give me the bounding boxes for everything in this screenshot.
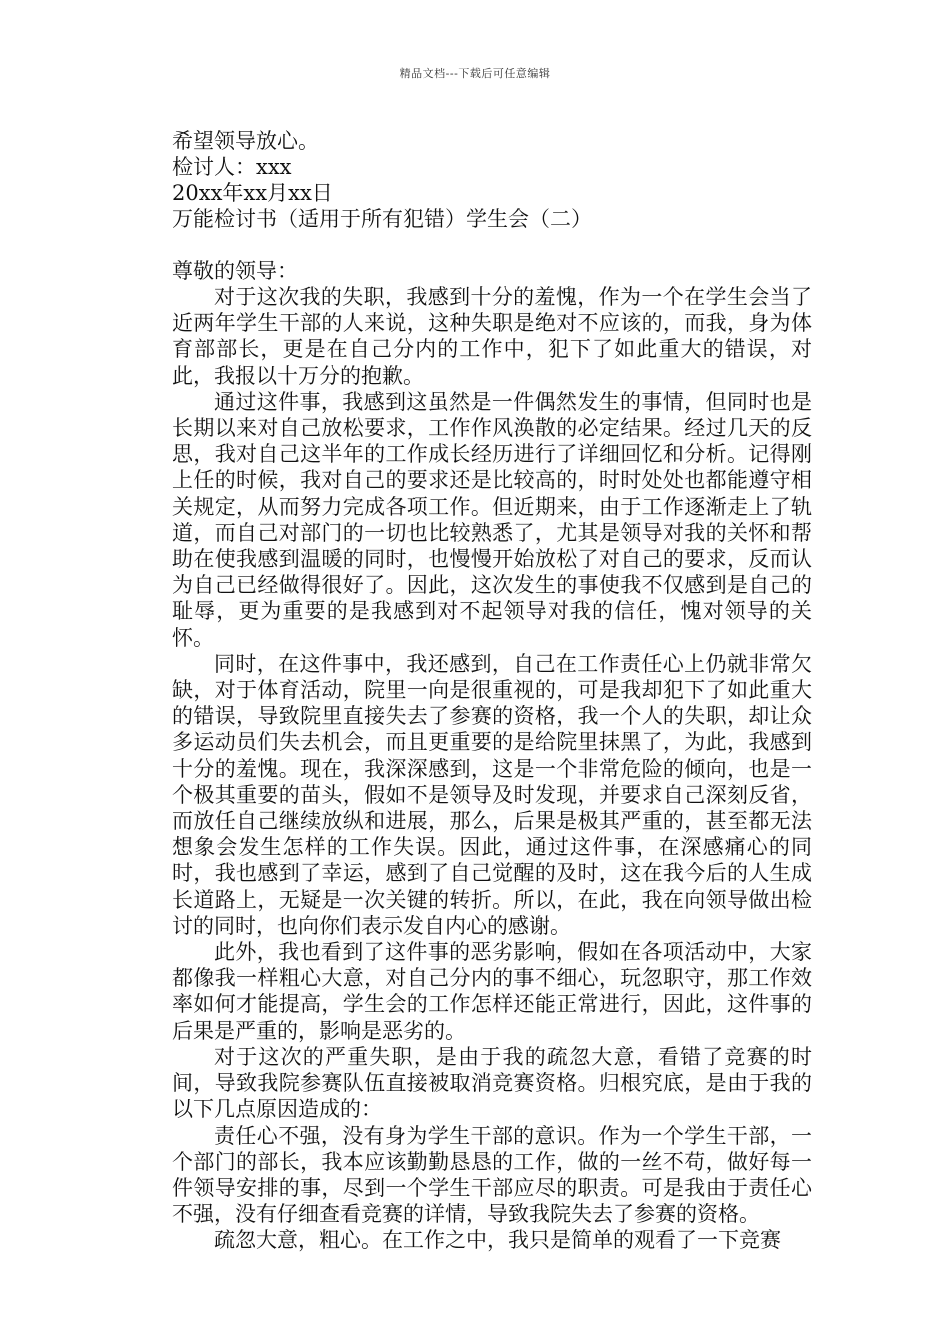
salutation: 尊敬的领导： xyxy=(172,259,298,283)
paragraph-3: 同时，在这件事中，我还感到，自己在工作责任心上仍就非常欠缺，对于体育活动，院里一向是很重视的，可是我却犯下了如此重大的错误，导致院里直接失去了参赛的资格，我一个人的失职，却让众多运动员们失去机会，而且更重要的是给院里抹黑了，为此，我感到十分的羞愧。现在，我深深感到，这是一个非常危险的倾向，也是一个极其重要的苗头，假如不是领导及时发现，并要求自己深刻反省，而放任自己继续放纵和进展，那么，后果是极其严重的，甚至都无法想象会发生怎样的工作失误。因此，通过这件事，在深感痛心的同时，我也感到了幸运，感到了自己觉醒的及时，这在我今后的人生成长道路上，无疑是一次关键的转折。所以，在此，我在向领导做出检讨的同时，也向你们表示发自内心的感谢。 xyxy=(172,651,812,938)
paragraph-2: 通过这件事，我感到这虽然是一件偶然发生的事情，但同时也是长期以来对自己放松要求，工作作风涣散的必定结果。经过几天的反思，我对自己这半年的工作成长经历进行了详细回忆和分析。记得刚上任的时候，我对自己的要求还是比较高的，时时处处也都能遵守相关规定，从而努力完成各项工作。但近期来，由于工作逐渐走上了轨道，而自己对部门的一切也比较熟悉了，尤其是领导对我的关怀和帮助在使我感到温暖的同时，也慢慢开始放松了对自己的要求，反而认为自己已经做得很好了。因此，这次发生的事使我不仅感到是自己的耻辱，更为重要的是我感到对不起领导对我的信任，愧对领导的关怀。 xyxy=(172,389,812,650)
paragraph-6: 责任心不强，没有身为学生干部的意识。作为一个学生干部，一个部门的部长，我本应该勤勤恳恳的工作，做的一丝不苟，做好每一件领导安排的事，尽到一个学生干部应尽的职责。可是我由于责任心不强，没有仔细查看竞赛的详情，导致我院失去了参赛的资格。 xyxy=(172,1123,812,1227)
paragraph-1: 对于这次我的失职，我感到十分的羞愧，作为一个在学生会当了近两年学生干部的人来说，这种失职是绝对不应该的，而我，身为体育部部长，更是在自己分内的工作中，犯下了如此重大的错误，对此，我报以十万分的抱歉。 xyxy=(172,285,812,388)
paragraph-5: 对于这次的严重失职，是由于我的疏忽大意，看错了竞赛的时间，导致我院参赛队伍直接被取消竞赛资格。归根究底，是由于我的以下几点原因造成的： xyxy=(172,1044,812,1122)
date-line: 20xx年xx月xx日 xyxy=(172,181,333,205)
blank-line xyxy=(172,232,812,258)
paragraph-7: 疏忽大意，粗心。在工作之中，我只是简单的观看了一下竞赛 xyxy=(214,1228,781,1253)
document-body xyxy=(172,128,812,1254)
closing-line: 希望领导放心。 xyxy=(172,129,319,153)
page-header-note: 精品文档---下载后可任意编辑 xyxy=(399,67,551,80)
paragraph-4: 此外，我也看到了这件事的恶劣影响，假如在各项活动中，大家都像我一样粗心大意，对自己分内的事不细心，玩忽职守，那工作效率如何才能提高，学生会的工作怎样还能正常进行，因此，这件事的后果是严重的，影响是恶劣的。 xyxy=(172,940,812,1043)
document-title: 万能检讨书（适用于所有犯错）学生会（二） xyxy=(172,207,592,231)
author-line: 检讨人：xxx xyxy=(172,155,292,179)
